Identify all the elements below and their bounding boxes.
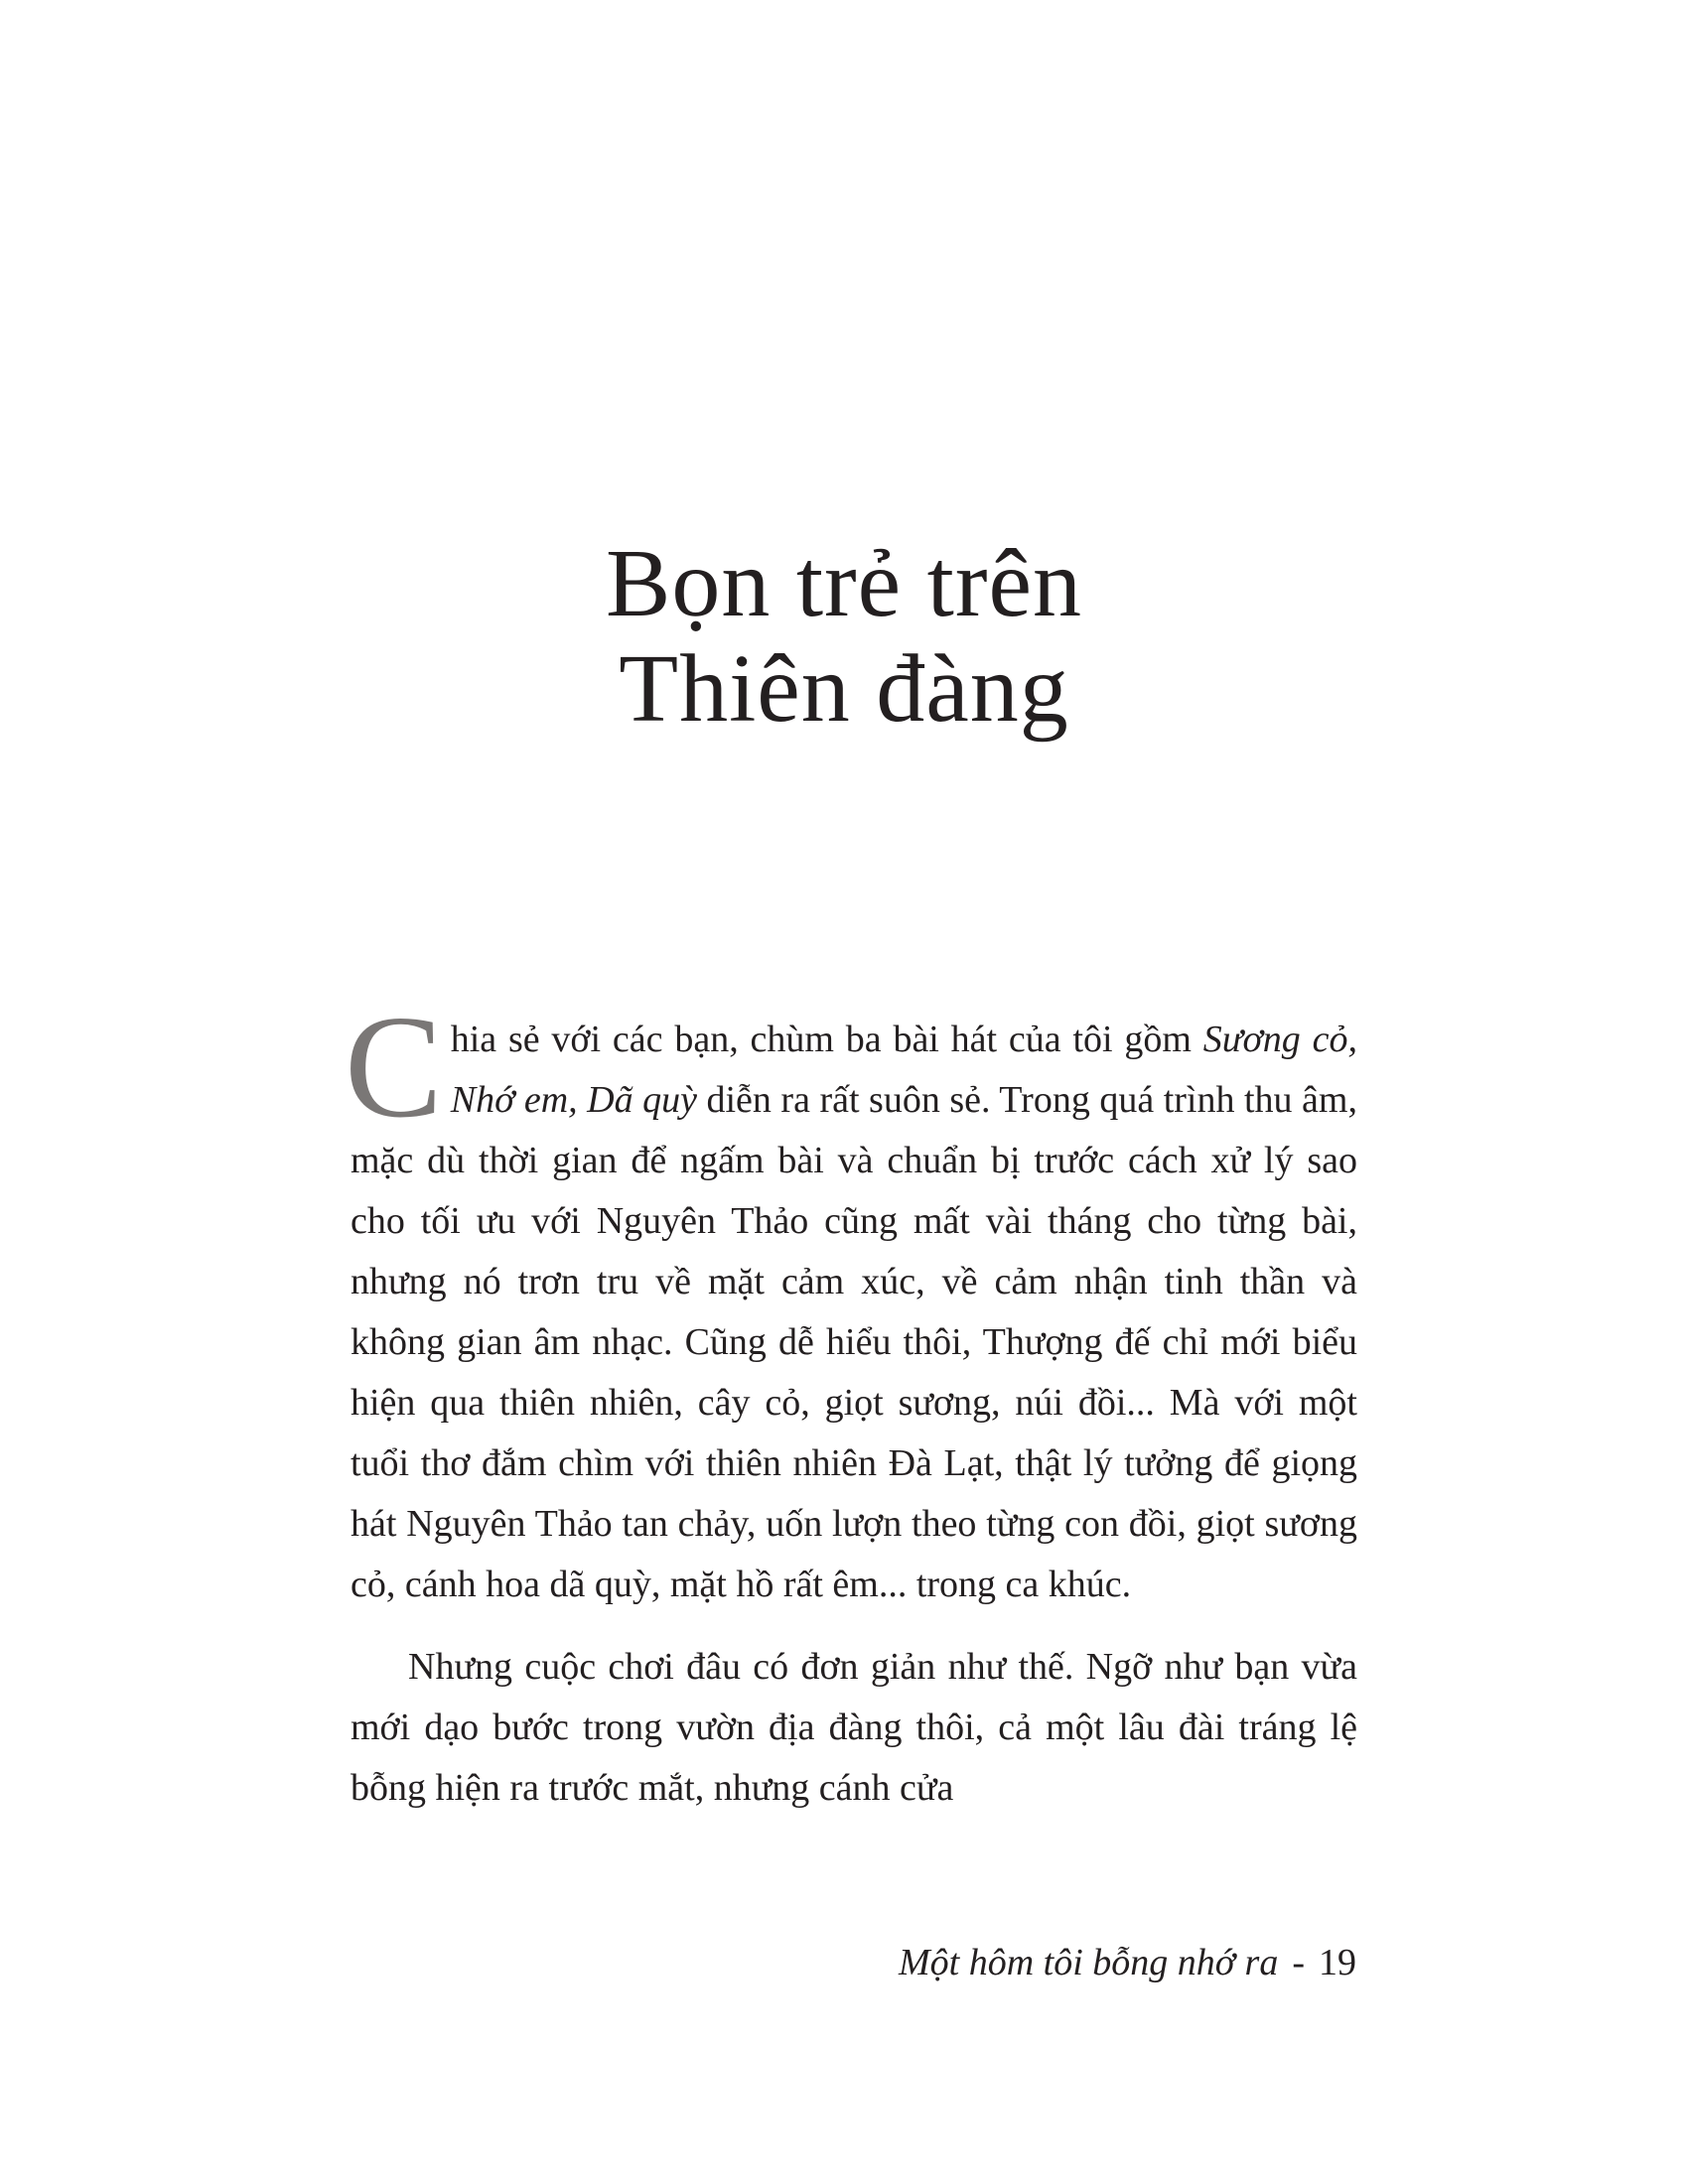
song-titles: Sương cỏ, Nhớ em, Dã quỳ	[450, 1019, 1357, 1121]
page-number: 19	[1319, 1942, 1356, 1983]
paragraph-1-rest: diễn ra rất suôn sẻ. Trong quá trình thu âm, mặc dù thời gian để ngấm bài và chuẩn bị trước cách xử lý sao cho tối ưu với Nguyên Thảo cũng mất vài tháng cho từng bài, nhưng nó trơn tru về mặt cảm xúc, về cảm nhận tinh thần và không gian âm nhạc. Cũng dễ hiểu thôi, Thượng đế chỉ mới biểu hiện qua thiên nhiên, cây cỏ, giọt sương, núi đồi... Mà với một tuổi thơ đắm chìm với thiên nhiên Đà Lạt, thật lý tưởng để giọng hát Nguyên Thảo tan chảy, uốn lượn theo từng con đồi, giọt sương cỏ, cánh hoa dã quỳ, mặt hồ rất êm... trong ca khúc.	[351, 1079, 1357, 1605]
footer-separator: -	[1292, 1942, 1305, 1983]
paragraph-2: Nhưng cuộc chơi đâu có đơn giản như thế. Ngỡ như bạn vừa mới dạo bước trong vườn địa đàng thôi, cả một lâu đài tráng lệ bỗng hiện ra trước mắt, nhưng cánh cửa	[351, 1646, 1357, 1809]
running-title: Một hôm tôi bỗng nhớ ra	[899, 1942, 1279, 1983]
paragraph-1	[345, 986, 1357, 1615]
chapter-title-line-1: Bọn trẻ trên	[605, 530, 1083, 637]
paragraph-1-start: hia sẻ với các bạn, chùm ba bài hát của tôi gồm	[450, 1019, 1203, 1060]
page-footer	[695, 1941, 1356, 1984]
chapter-title	[348, 531, 1340, 742]
drop-cap: C	[345, 986, 443, 1149]
chapter-title-line-2: Thiên đàng	[619, 635, 1069, 743]
chapter-body	[345, 986, 1357, 1819]
